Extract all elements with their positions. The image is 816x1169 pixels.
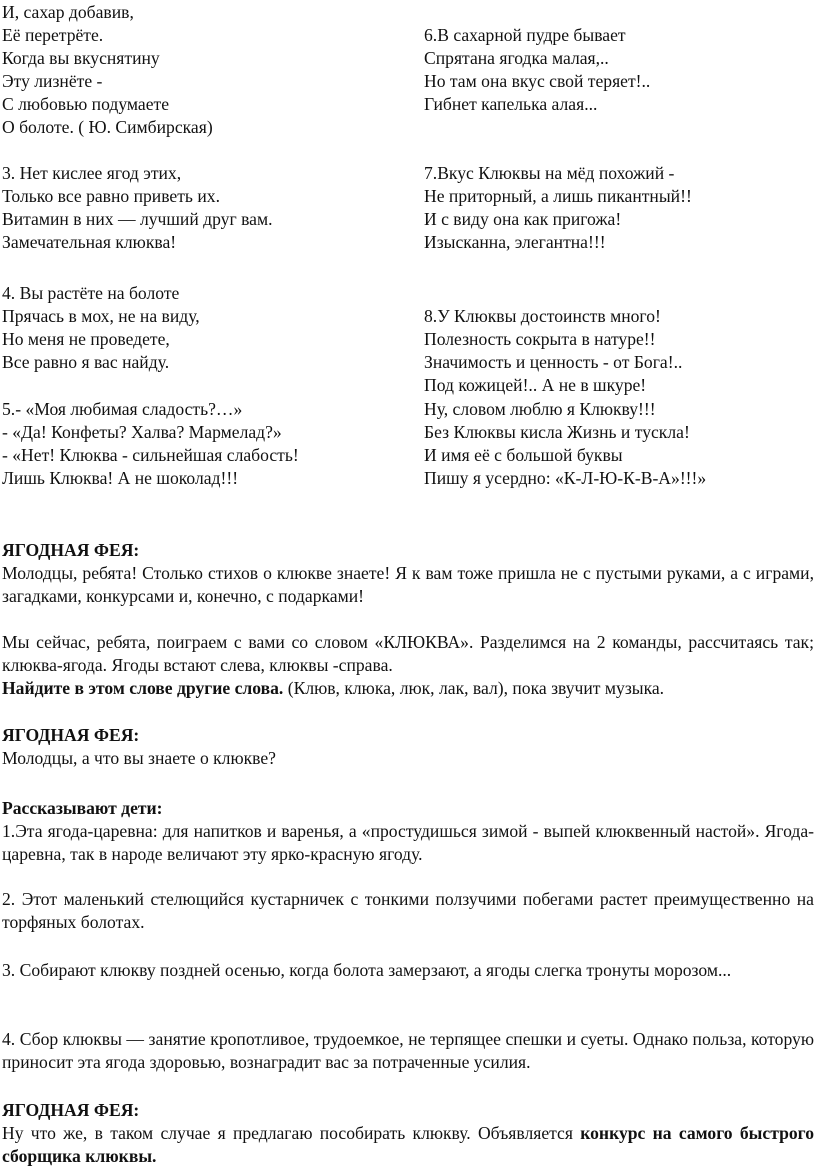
task-rest-text: (Клюв, клюка, люк, лак, вал), пока звучит музыка. [283,678,665,698]
poem-line: И имя её с большой буквы [424,445,623,465]
poem-line: Когда вы вкуснятину [2,48,160,68]
fairy-speech: Молодцы, ребята! Столько стихов о клюкве знаете! Я к вам тоже пришла не с пустыми руками, а с играми, загадками, конкурсами и, конечно, с подарками! [2,563,814,607]
poem-line: Витамин в них — лучший друг вам. [2,209,273,229]
fact-paragraph: 1.Эта ягода-царевна: для напитков и варенья, а «простудишься зимой - выпей клюквенный настой». Ягода-царевна, так в народе величают эту ярко-красную ягоду. [2,821,814,865]
poem-line: Но меня не проведете, [2,329,170,349]
poem-line: Не приторный, а лишь пикантный!! [424,186,692,206]
poem-line: Под кожицей!.. А не в шкуре! [424,375,647,395]
poem-line: 5.- «Моя любимая сладость?…» [2,399,243,419]
poem-line: Ну, словом люблю я Клюкву!!! [424,399,656,419]
poem-line: Значимость и ценность - от Бога!.. [424,352,683,372]
poem-line: Изысканна, элегантна!!! [424,232,606,252]
task-line [2,677,664,700]
poem-line: Спрятана ягодка малая,.. [424,48,609,68]
poem-line: О болоте. ( Ю. Симбирская) [2,117,213,137]
poem-line: Без Клюквы кисла Жизнь и тускла! [424,422,690,442]
poem-line: 8.У Клюквы достоинств много! [424,306,661,326]
poem-line: Все равно я вас найду. [2,352,170,372]
poem-line: Лишь Клюква! А не шоколад!!! [2,468,239,488]
fairy-speech [2,1122,814,1169]
poem-line: 7.Вкус Клюквы на мёд похожий - [424,163,675,183]
poem-line: 4. Вы растёте на болоте [2,283,180,303]
fact-paragraph: 3. Собирают клюкву поздней осенью, когда болота замерзают, а ягоды слегка тронуты морозом... [2,960,732,980]
poem-line: Прячась в мох, не на виду, [2,306,200,326]
poem-line: И, сахар добавив, [2,2,134,22]
poem-line: 6.В сахарной пудре бывает [424,25,626,45]
poem-line: Только все равно приветь их. [2,186,220,206]
poem-line: Но там она вкус свой теряет!.. [424,71,651,91]
poem-line: - «Нет! Клюква - сильнейшая слабость! [2,445,299,465]
poem-line: 3. Нет кислее ягод этих, [2,163,182,183]
poem-line: Эту лизнёте - [2,71,103,91]
contest-announcement: конкурс на самого быстрого сборщика клюквы. [2,1123,814,1167]
fact-paragraph: 4. Сбор клюквы — занятие кропотливое, трудоемкое, не терпящее спешки и суеты. Однако польза, которую приносит эта ягода здоровью, вознаградит вас за потраченные усилия. [2,1029,814,1073]
speaker-heading: ЯГОДНАЯ ФЕЯ: [2,725,140,745]
fact-paragraph: 2. Этот маленький стелющийся кустарничек с тонкими ползучими побегами растет преимущественно на торфяных болотах. [2,889,814,933]
poem-line: Гибнет капелька алая... [424,94,598,114]
game-intro-paragraph: Мы сейчас, ребята, поиграем с вами со словом «КЛЮКВА». Разделимся на 2 команды, рассчитаясь так; клюква-ягода. Ягоды встают слева, клюквы -справа. [2,632,814,676]
poem-line: Пишу я усердно: «К-Л-Ю-К-В-А»!!!» [424,468,707,488]
poem-line: Её перетрёте. [2,25,104,45]
poem-line: Замечательная клюква! [2,232,177,252]
kids-heading: Рассказывают дети: [2,798,163,818]
task-bold-text: Найдите в этом слове другие слова. [2,678,284,698]
speaker-heading: ЯГОДНАЯ ФЕЯ: [2,540,140,560]
poem-line: Полезность сокрыта в натуре!! [424,329,656,349]
fairy-contest-text: Ну что же, в таком случае я предлагаю пособирать клюкву. Объявляется [2,1123,581,1143]
poem-line: - «Да! Конфеты? Халва? Мармелад?» [2,422,282,442]
fairy-speech: Молодцы, а что вы знаете о клюкве? [2,748,276,768]
poem-line: И с виду она как пригожа! [424,209,622,229]
speaker-heading: ЯГОДНАЯ ФЕЯ: [2,1100,140,1120]
poem-line: С любовью подумаете [2,94,170,114]
